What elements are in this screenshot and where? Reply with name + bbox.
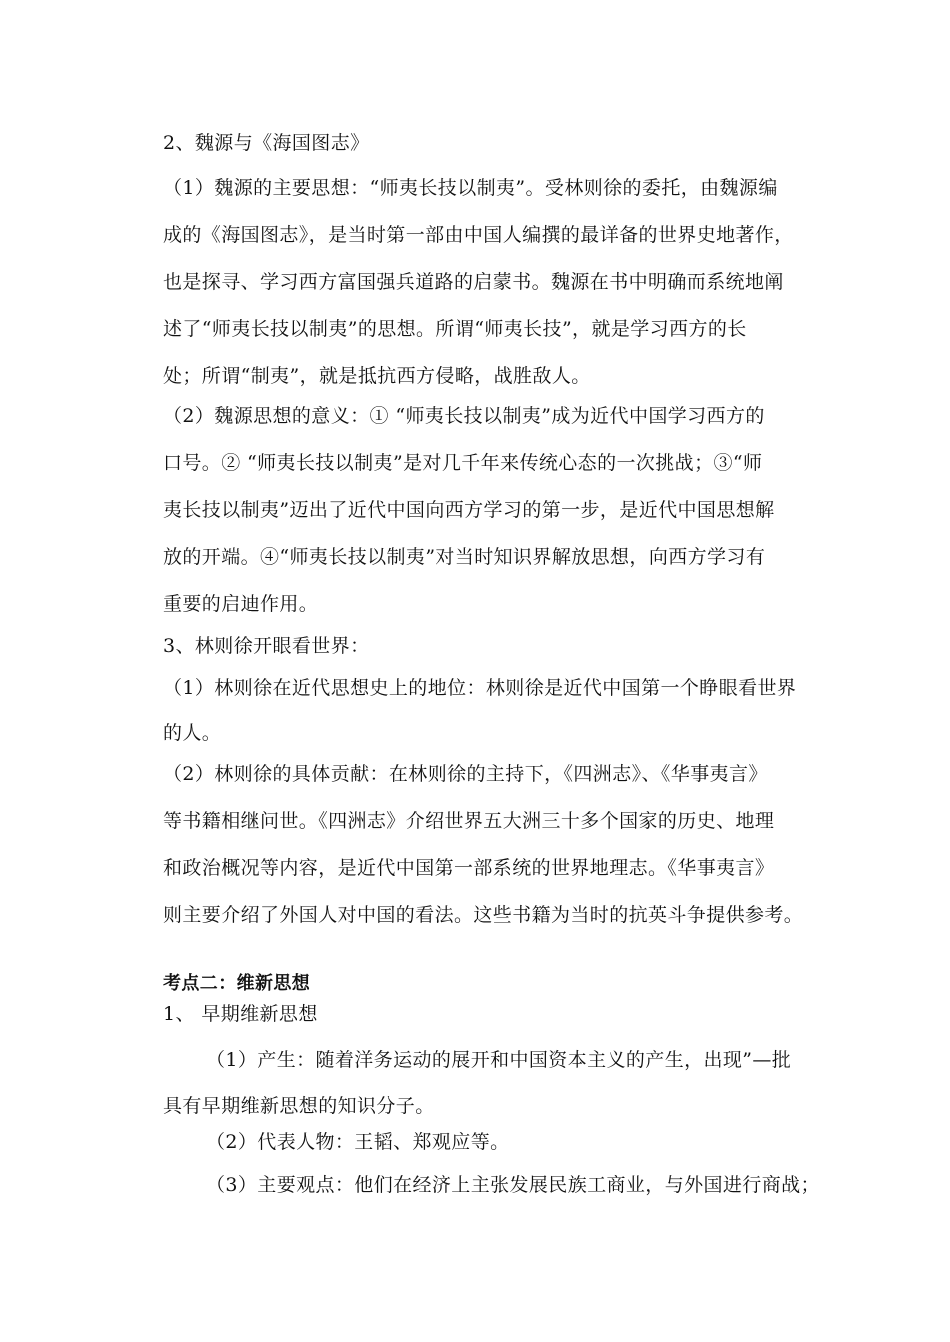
paragraph-line: （2）林则徐的具体贡献：在林则徐的主持下，《四洲志》、《华事夷言》 [163, 763, 768, 785]
section-heading-lin-zexu: 3、林则徐开眼看世界： [163, 635, 370, 657]
paragraph-line: （1）林则徐在近代思想史上的地位：林则徐是近代中国第一个睁眼看世界 [163, 677, 797, 699]
paragraph-line: 的人。 [163, 722, 222, 744]
paragraph-line: 等书籍相继问世。《四洲志》介绍世界五大洲三十多个国家的历史、地理 [163, 810, 775, 832]
section-heading-wei-yuan: 2、魏源与《海国图志》 [163, 132, 370, 154]
paragraph-line: 成的《海国图志》，是当时第一部由中国人编撰的最详备的世界史地著作， [163, 224, 794, 246]
paragraph-line: 处；所谓“制夷”，就是抵抗西方侵略，战胜敌人。 [163, 365, 591, 387]
paragraph-line: 重要的启迪作用。 [163, 593, 319, 615]
paragraph-line: 述了“师夷长技以制夷”的思想。所谓“师夷长技”，就是学习西方的长 [163, 318, 747, 340]
paragraph-line: 和政治概况等内容，是近代中国第一部系统的世界地理志。《华事夷言》 [163, 857, 775, 879]
paragraph-line: （1）魏源的主要思想：“师夷长技以制夷”。受林则徐的委托，由魏源编 [163, 177, 778, 199]
paragraph-line: （2）魏源思想的意义：① “师夷长技以制夷”成为近代中国学习西方的 [163, 405, 765, 427]
paragraph-line: 口号。② “师夷长技以制夷”是对几千年来传统心态的一次挑战；③“师 [163, 452, 763, 474]
subsection-heading-early-reform: 1、 早期维新思想 [163, 1003, 318, 1025]
paragraph-line: 也是探寻、学习西方富国强兵道路的启蒙书。魏源在书中明确而系统地阐 [163, 271, 784, 293]
paragraph-line: 夷长技以制夷”迈出了近代中国向西方学习的第一步，是近代中国思想解 [163, 499, 775, 521]
section-heading-kaodian-2: 考点二：维新思想 [163, 973, 311, 994]
paragraph-line: 具有早期维新思想的知识分子。 [163, 1095, 435, 1117]
paragraph-line: （1）产生：随着洋务运动的展开和中国资本主义的产生，出现”—批 [206, 1049, 792, 1071]
paragraph-line: （2）代表人物：王韬、郑观应等。 [206, 1131, 510, 1153]
paragraph-line: （3）主要观点：他们在经济上主张发展民族工商业，与外国进行商战； [206, 1174, 820, 1196]
paragraph-line: 则主要介绍了外国人对中国的看法。这些书籍为当时的抗英斗争提供参考。 [163, 904, 804, 926]
paragraph-line: 放的开端。④“师夷长技以制夷”对当时知识界解放思想，向西方学习有 [163, 546, 766, 568]
